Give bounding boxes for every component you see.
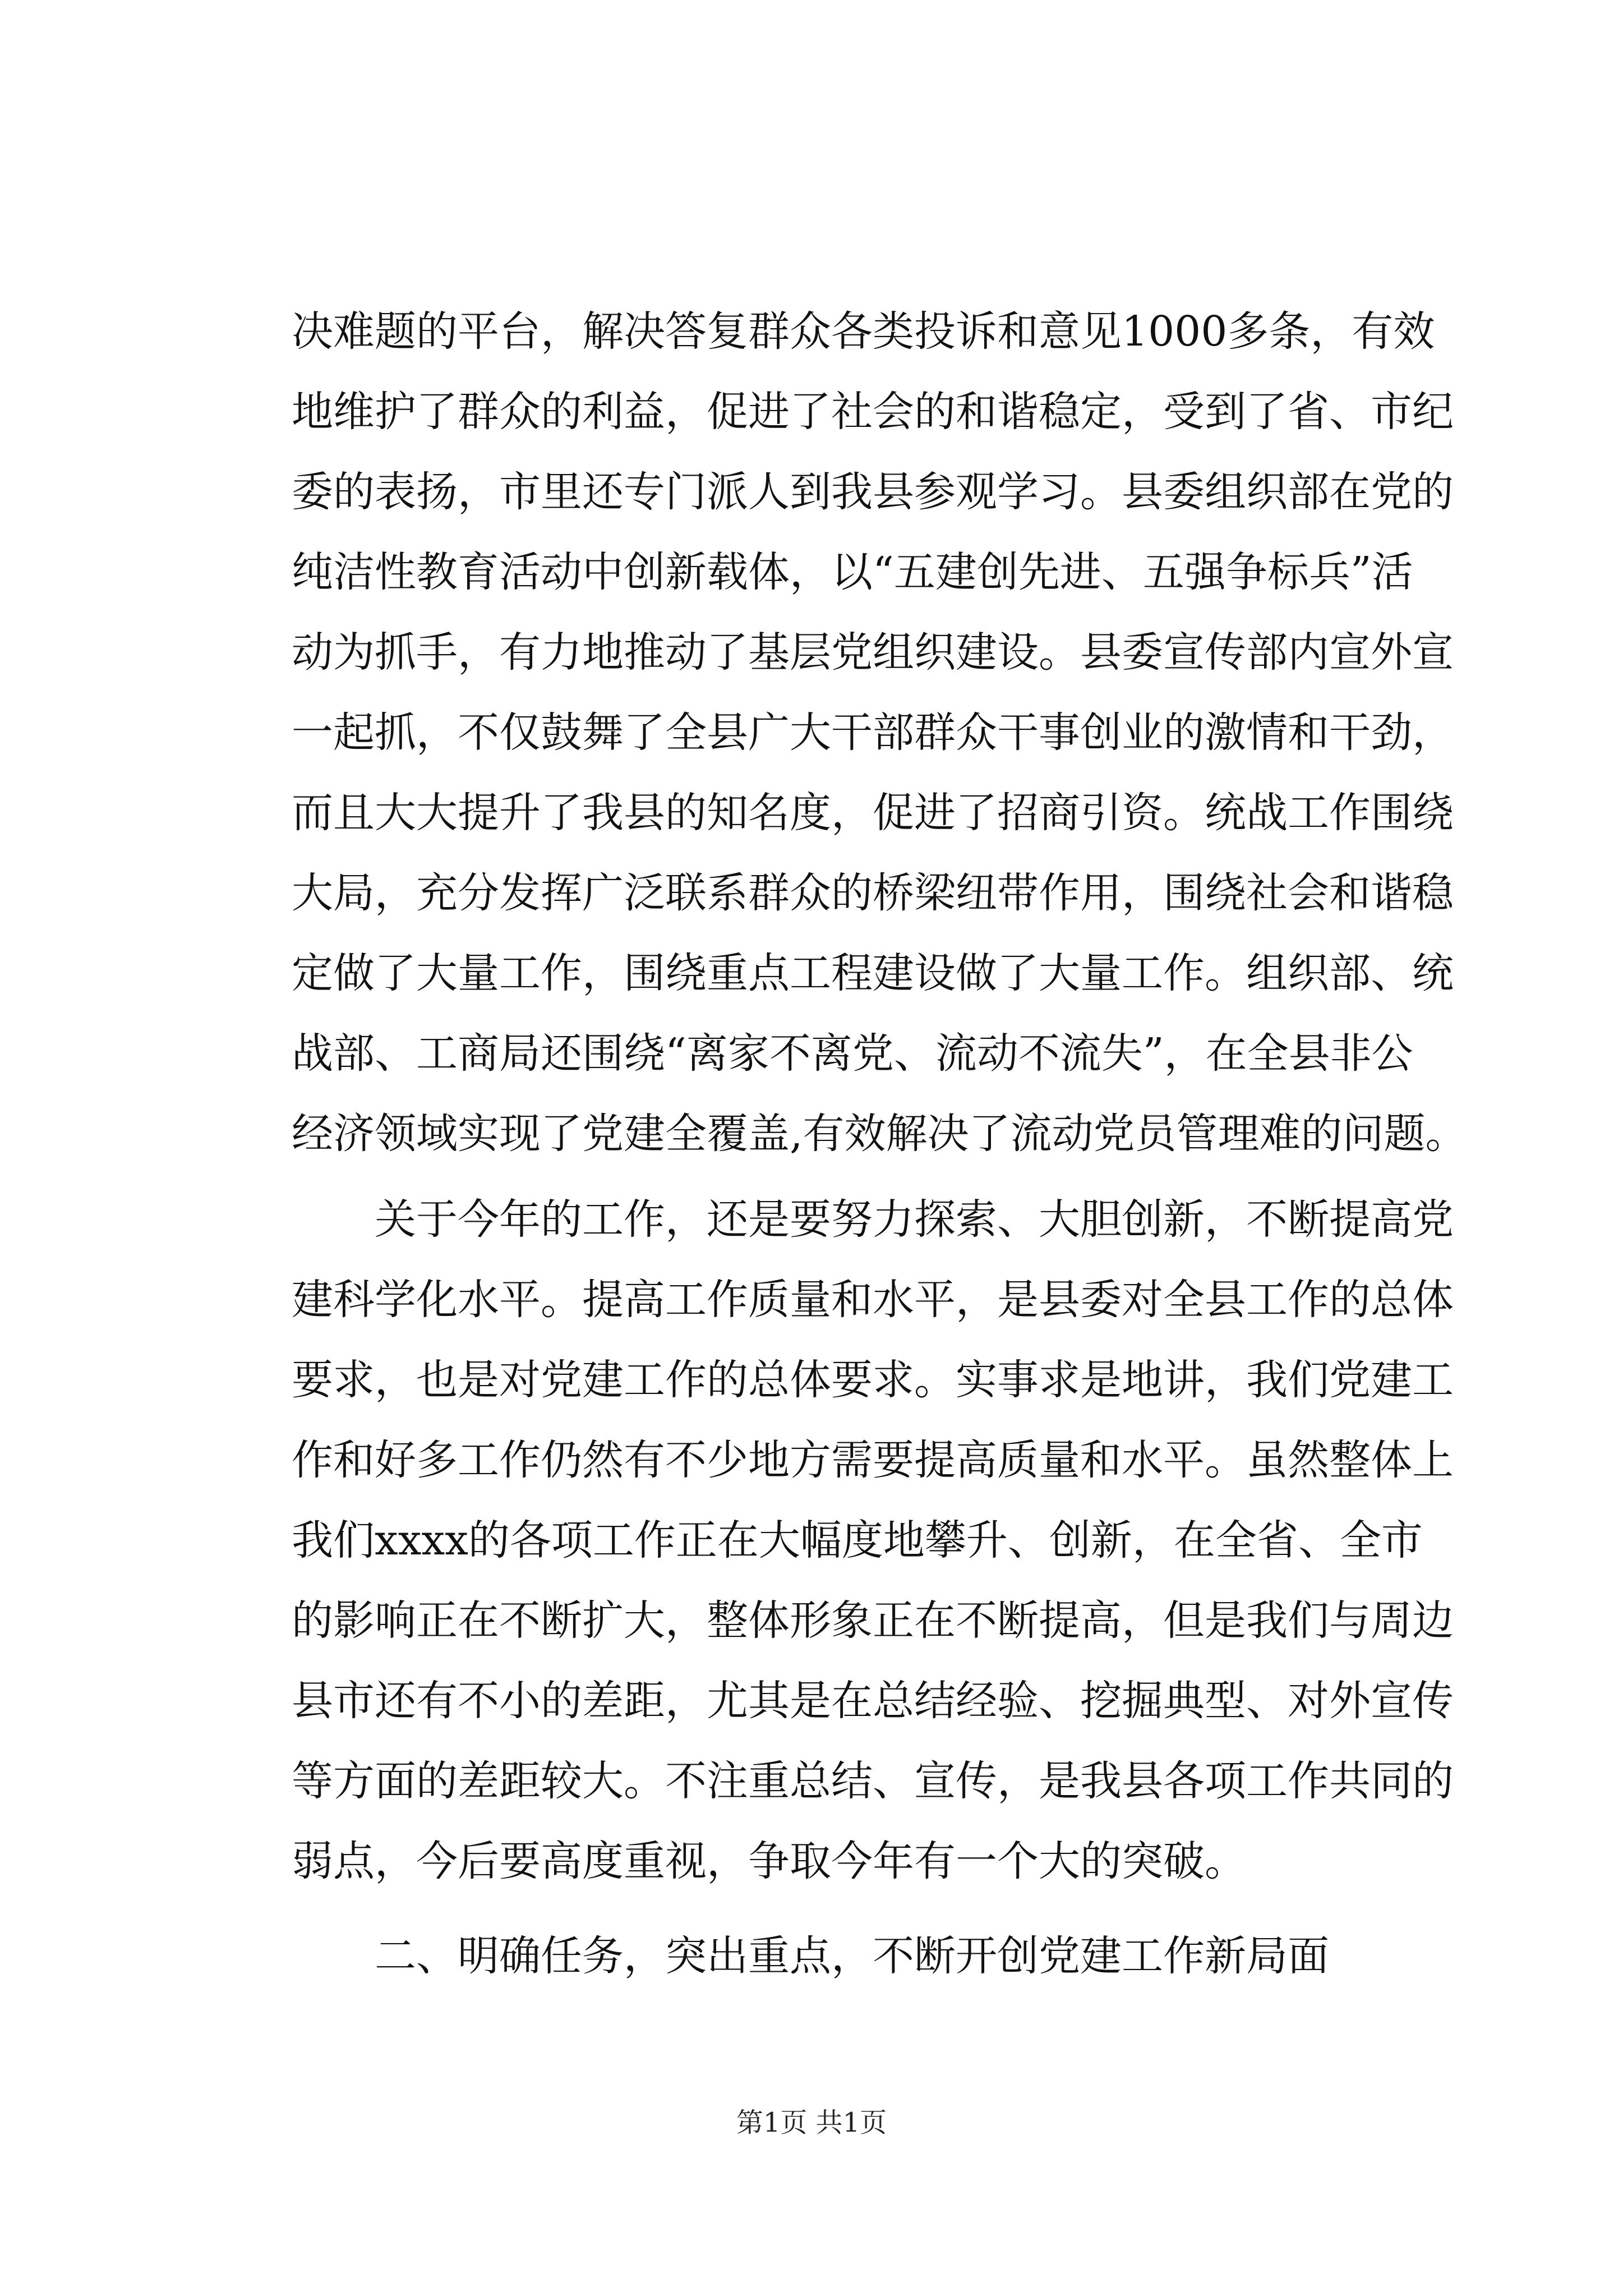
paragraph-line: 纯洁性教育活动中创新载体，以“五建创先进、五强争标兵”活 [292,548,1413,596]
paragraph-line: 弱点，今后要高度重视，争取今年有一个大的突破。 [292,1837,1246,1885]
page-number: 第1页 共1页 [736,2107,887,2138]
paragraph-line: 要求，也是对党建工作的总体要求。实事求是地讲，我们党建工 [292,1356,1454,1404]
paragraph-line: 的影响正在不断扩大，整体形象正在不断提高，但是我们与周边 [292,1596,1454,1645]
paragraph-line: 等方面的差距较大。不注重总结、宣传，是我县各项工作共同的 [292,1757,1454,1805]
paragraph-line: 委的表扬，市里还专门派人到我县参观学习。县委组织部在党的 [292,468,1454,516]
paragraph-line: 县市还有不小的差距，尤其是在总结经验、挖掘典型、对外宣传 [292,1677,1454,1725]
paragraph-line: 作和好多工作仍然有不少地方需要提高质量和水平。虽然整体上 [292,1436,1454,1484]
paragraph-line: 定做了大量工作，围绕重点工程建设做了大量工作。组织部、统 [292,949,1454,997]
paragraph-line: 大局，充分发挥广泛联系群众的桥梁纽带作用，围绕社会和谐稳 [292,869,1454,917]
paragraph-2 [292,1180,1454,1902]
paragraph-line: 一起抓，不仅鼓舞了全县广大干部群众干事创业的激情和干劲， [292,708,1454,757]
section-heading-text: 二、明确任务，突出重点，不断开创党建工作新局面 [375,1932,1329,1980]
paragraph-line: 我们xxxx的各项工作正在大幅度地攀升、创新，在全省、全市 [292,1516,1423,1565]
paragraph-1 [292,292,1467,1174]
page-footer [0,2101,1623,2139]
paragraph-line: 经济领域实现了党建全覆盖,有效解决了流动党员管理难的问题。 [292,1110,1467,1158]
paragraph-line: 建科学化水平。提高工作质量和水平，是县委对全县工作的总体 [292,1276,1454,1324]
paragraph-line: 地维护了群众的利益，促进了社会的和谐稳定，受到了省、市纪 [292,388,1454,436]
paragraph-line: 决难题的平台，解决答复群众各类投诉和意见1000多条，有效 [292,307,1435,356]
paragraph-line: 关于今年的工作，还是要努力探索、大胆创新，不断提高党 [375,1195,1454,1244]
section-heading [292,1916,1408,1996]
paragraph-line: 战部、工商局还围绕“离家不离党、流动不流失”，在全县非公 [292,1029,1413,1078]
paragraph-line: 动为抓手，有力地推动了基层党组织建设。县委宣传部内宣外宣 [292,628,1454,677]
document-body [292,292,1467,1996]
paragraph-line: 而且大大提升了我县的知名度，促进了招商引资。统战工作围绕 [292,789,1454,837]
